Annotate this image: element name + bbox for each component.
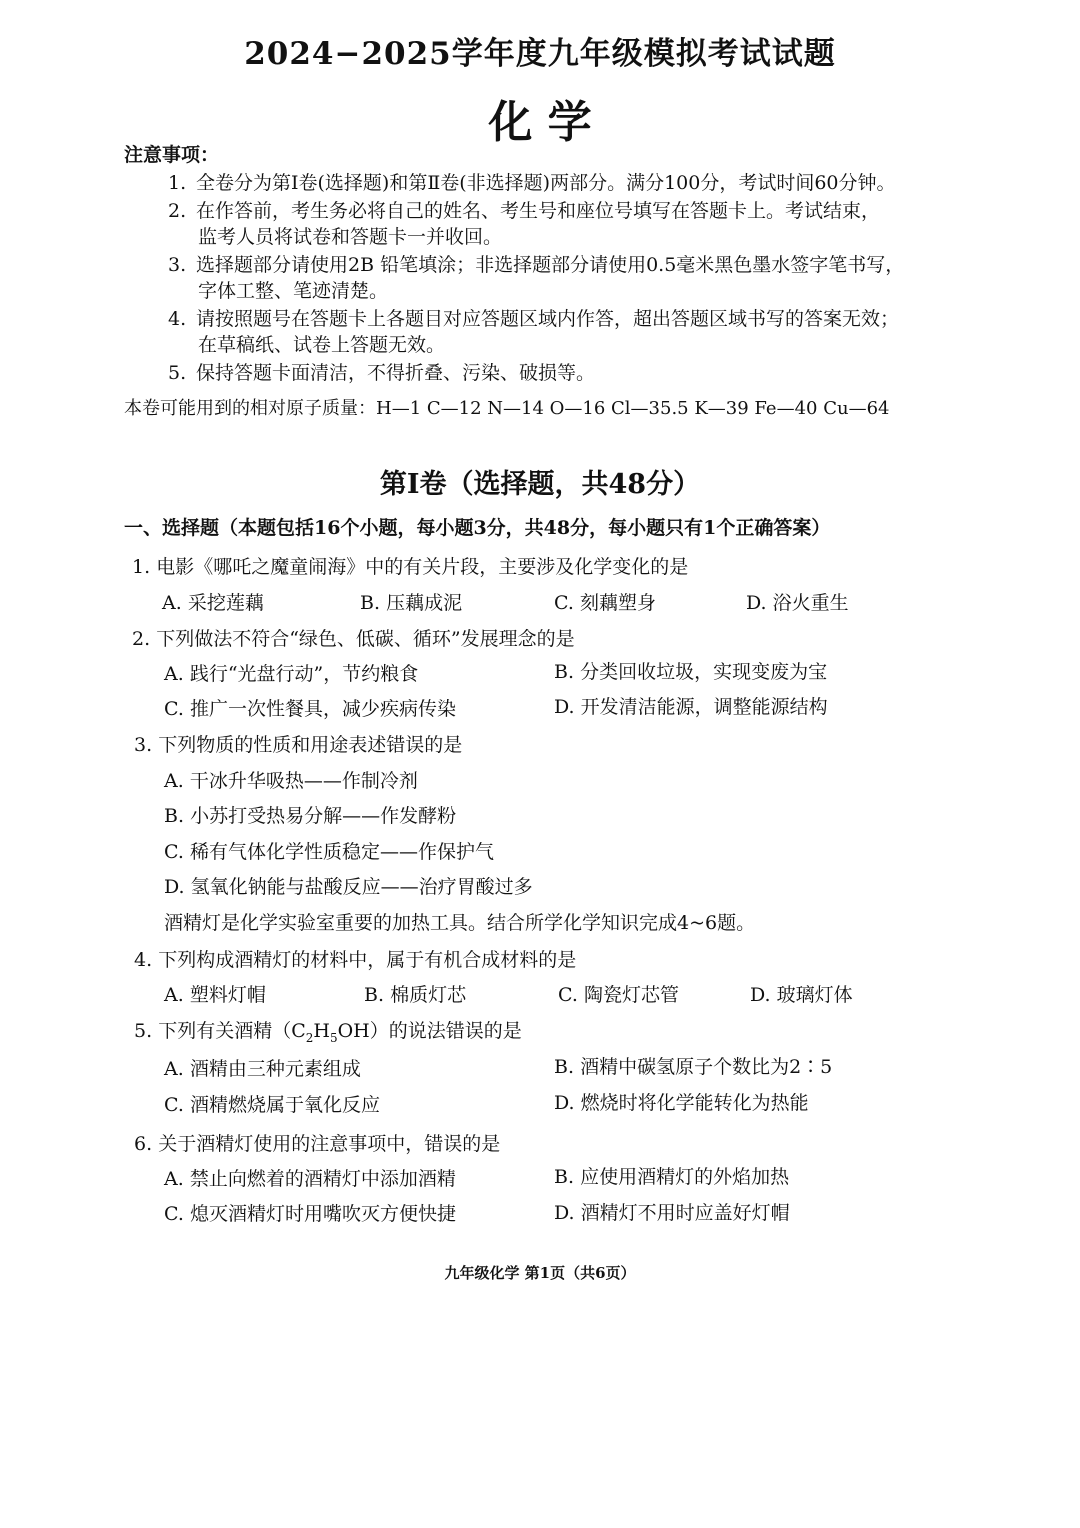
- option-letter: D.: [164, 876, 185, 898]
- option-3B: [164, 801, 456, 828]
- option-3C: [164, 837, 494, 864]
- option-letter: D.: [554, 1202, 575, 1224]
- option-letter: B.: [554, 1056, 575, 1078]
- notice-number: 1.: [168, 172, 187, 194]
- option-6B: [554, 1162, 789, 1189]
- option-1A: [162, 588, 264, 615]
- option-text: 干冰升华吸热——作制冷剂: [189, 770, 418, 792]
- option-letter: A.: [164, 1168, 184, 1190]
- option-1C: [554, 588, 656, 615]
- notice-item-3: [168, 250, 904, 277]
- option-3A: [164, 766, 418, 793]
- option-letter: A.: [164, 770, 184, 792]
- notice-text: 全卷分为第Ⅰ卷(选择题)和第Ⅱ卷(非选择题)两部分。满分100分，考试时间60分钟。: [196, 172, 896, 194]
- option-6A: [164, 1164, 456, 1191]
- exam-title: 2024−2025学年度九年级模拟考试试题: [244, 36, 836, 72]
- option-letter: B.: [164, 805, 185, 827]
- option-letter: B.: [554, 661, 575, 683]
- option-letter: B.: [554, 1166, 575, 1188]
- option-letter: D.: [554, 696, 575, 718]
- option-letter: C.: [164, 698, 184, 720]
- option-letter: A.: [164, 1058, 184, 1080]
- option-text: 禁止向燃着的酒精灯中添加酒精: [189, 1168, 456, 1190]
- subject-title: 化 学: [488, 97, 592, 148]
- option-2C: [164, 694, 456, 721]
- option-5C: [164, 1090, 380, 1117]
- question-stem: 下列物质的性质和用途表述错误的是: [158, 734, 463, 756]
- option-1B: [360, 588, 462, 615]
- notice-item-2: [168, 196, 880, 223]
- option-letter: B.: [364, 984, 385, 1006]
- option-text: 分类回收垃圾，实现变废为宝: [580, 661, 828, 683]
- section-heading: 一、选择题（本题包括16个小题，每小题3分，共48分，每小题只有1个正确答案）: [124, 517, 831, 539]
- option-text: 践行“光盘行动”，节约粮食: [189, 663, 419, 685]
- option-text: 燃烧时将化学能转化为热能: [580, 1092, 809, 1114]
- option-text: 稀有气体化学性质稳定——作保护气: [189, 841, 494, 863]
- notice-text-continued: 字体工整、笔迹清楚。: [198, 280, 389, 302]
- question-number: 5.: [134, 1020, 153, 1042]
- notice-number: 2.: [168, 200, 187, 222]
- question-4: [134, 945, 576, 972]
- question-number: 6.: [134, 1133, 153, 1155]
- question-number: 4.: [134, 949, 153, 971]
- question-3: [134, 730, 462, 757]
- question-1: [132, 552, 688, 579]
- option-2D: [554, 692, 828, 719]
- option-letter: D.: [746, 592, 767, 614]
- option-4B: [364, 980, 466, 1007]
- notice-text: 请按照题号在答题卡上各题目对应答题区域内作答，超出答题区域书写的答案无效；: [196, 308, 900, 330]
- option-6C: [164, 1199, 456, 1226]
- option-text: 压藕成泥: [386, 592, 463, 614]
- option-text: 采挖莲藕: [187, 592, 264, 614]
- option-text: 酒精灯不用时应盖好灯帽: [580, 1202, 790, 1224]
- question-stem: 关于酒精灯使用的注意事项中，错误的是: [158, 1133, 501, 1155]
- notice-text: 选择题部分请使用2B 铅笔填涂；非选择题部分请使用0.5毫米黑色墨水签字笔书写，: [196, 254, 905, 276]
- option-5B: [554, 1052, 832, 1079]
- option-text: 小苏打受热易分解——作发酵粉: [190, 805, 457, 827]
- question-number: 3.: [134, 734, 153, 756]
- option-letter: C.: [558, 984, 578, 1006]
- atomic-masses: 本卷可能用到的相对原子质量：H—1 C—12 N—14 O—16 Cl—35.5 K—39 Fe—40 Cu—64: [124, 398, 890, 419]
- question-2: [132, 624, 575, 651]
- notice-heading: 注意事项：: [124, 144, 220, 166]
- notice-text: 保持答题卡面清洁，不得折叠、污染、破损等。: [196, 362, 596, 384]
- option-2B: [554, 657, 827, 684]
- notice-number: 5.: [168, 362, 187, 384]
- notice-item-5: [168, 358, 595, 385]
- question-stem: 下列做法不符合“绿色、低碳、循环”发展理念的是: [156, 628, 575, 650]
- option-text: 酒精由三种元素组成: [189, 1058, 361, 1080]
- option-5D: [554, 1088, 809, 1115]
- option-text: 酒精燃烧属于氧化反应: [189, 1094, 380, 1116]
- question-number: 2.: [132, 628, 151, 650]
- option-text: 浴火重生: [772, 592, 849, 614]
- option-letter: C.: [554, 592, 574, 614]
- question-6: [134, 1129, 500, 1156]
- option-text: 推广一次性餐具，减少疾病传染: [189, 698, 456, 720]
- option-2A: [164, 659, 418, 686]
- option-5A: [164, 1054, 361, 1081]
- question-stem: 下列构成酒精灯的材料中，属于有机合成材料的是: [158, 949, 577, 971]
- question-stem: 电影《哪吒之魔童闹海》中的有关片段，主要涉及化学变化的是: [156, 556, 689, 578]
- option-letter: A.: [164, 984, 184, 1006]
- page-footer: 九年级化学 第1页（共6页）: [444, 1264, 636, 1282]
- option-3D: [164, 872, 533, 899]
- notice-text-continued: 监考人员将试卷和答题卡一并收回。: [198, 226, 503, 248]
- option-letter: A.: [164, 663, 184, 685]
- option-letter: A.: [162, 592, 182, 614]
- notice-text: 在作答前，考生务必将自己的姓名、考生号和座位号填写在答题卡上。考试结束，: [196, 200, 881, 222]
- option-4A: [164, 980, 266, 1007]
- question-stem: 下列有关酒精$(C_2H_5OH)$的说法错误的是: [158, 1020, 522, 1045]
- option-4C: [558, 980, 679, 1007]
- notice-text-continued: 在草稿纸、试卷上答题无效。: [198, 334, 446, 356]
- option-letter: C.: [164, 841, 184, 863]
- notice-item-1: [168, 168, 896, 195]
- option-text: 氢氧化钠能与盐酸反应——治疗胃酸过多: [190, 876, 533, 898]
- option-text: 酒精中碳氢原子个数比为2∶5: [580, 1056, 833, 1078]
- notice-number: 4.: [168, 308, 187, 330]
- option-1D: [746, 588, 849, 615]
- option-letter: C.: [164, 1203, 184, 1225]
- option-4D: [750, 980, 853, 1007]
- option-text: 玻璃灯体: [776, 984, 853, 1006]
- option-text: 陶瓷灯芯管: [583, 984, 679, 1006]
- notice-item-4: [168, 304, 899, 331]
- option-text: 棉质灯芯: [390, 984, 467, 1006]
- question-number: 1.: [132, 556, 151, 578]
- option-letter: D.: [554, 1092, 575, 1114]
- option-letter: C.: [164, 1094, 184, 1116]
- option-letter: B.: [360, 592, 381, 614]
- option-text: 刻藕塑身: [579, 592, 656, 614]
- option-text: 塑料灯帽: [189, 984, 266, 1006]
- notice-number: 3.: [168, 254, 187, 276]
- question-5: [134, 1016, 522, 1045]
- part-title: 第Ⅰ卷（选择题，共48分）: [379, 469, 701, 500]
- option-text: 应使用酒精灯的外焰加热: [580, 1166, 790, 1188]
- option-letter: D.: [750, 984, 771, 1006]
- questions-4-6-intro: 酒精灯是化学实验室重要的加热工具。结合所学化学知识完成4~6题。: [164, 912, 756, 934]
- option-6D: [554, 1198, 790, 1225]
- option-text: 开发清洁能源，调整能源结构: [580, 696, 828, 718]
- option-text: 熄灭酒精灯时用嘴吹灭方便快捷: [189, 1203, 456, 1225]
